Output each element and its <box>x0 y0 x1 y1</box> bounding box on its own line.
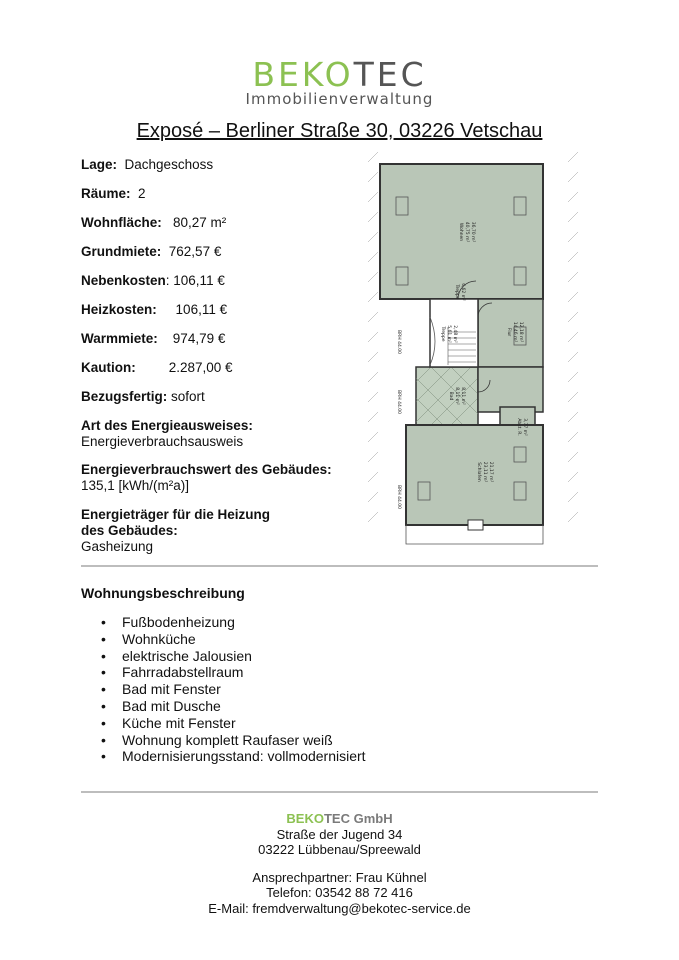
list-item: • elektrische Jalousien <box>81 648 366 665</box>
fact-value: sofort <box>171 389 205 404</box>
footer-contact-person: Ansprechpartner: Frau Kühnel <box>252 869 427 885</box>
fact-deposit <box>81 360 233 375</box>
logo-part-green: BEKO <box>252 55 354 94</box>
fact-label: Wohnfläche: <box>81 215 162 230</box>
company-name-green: BEKO <box>286 811 324 826</box>
fact-value: 106,11 € <box>175 302 228 317</box>
room-area: 8,11 m² <box>460 387 465 405</box>
room-area: 36,70 m² <box>470 221 475 243</box>
energy-label: Energieträger für die Heizung <box>81 507 271 522</box>
room-bath <box>416 367 478 425</box>
fact-label: Grundmiete: <box>81 244 162 259</box>
room-area: 12,18 m² <box>518 321 523 343</box>
fact-label: Bezugsfertig: <box>81 389 168 404</box>
room-label: Bad <box>448 391 453 401</box>
energy-value: Gasheizung <box>81 539 154 554</box>
description-title: Wohnungsbeschreibung <box>81 585 245 601</box>
fact-value: Dachgeschoss <box>124 157 214 172</box>
footer-street: Straße der Jugend 34 <box>276 826 403 842</box>
fact-total-rent <box>81 331 225 346</box>
energy-certificate-type <box>81 418 371 450</box>
logo-part-gray: TEC <box>353 55 427 94</box>
divider <box>81 791 598 793</box>
footer-phone: Telefon: 03542 88 72 416 <box>266 885 413 900</box>
footer-contact <box>0 811 679 916</box>
room-area: 23,11 m² <box>482 461 487 483</box>
list-item: • Fahrradabstellraum <box>81 664 366 681</box>
fact-value: 974,79 € <box>172 331 226 346</box>
room-area: 6,62 m² <box>460 283 465 301</box>
logo-subtitle: Immobilienverwaltung <box>245 90 434 108</box>
page-title: Exposé – Berliner Straße 30, 03226 Vetschau <box>136 120 543 142</box>
list-item: • Küche mit Fenster <box>81 715 366 732</box>
fact-label: Lage: <box>81 157 118 172</box>
room-label: Abst. R. <box>516 418 521 436</box>
room-bedroom <box>406 425 543 525</box>
energy-source <box>81 507 371 555</box>
energy-label: Art des Energieausweises: <box>81 418 253 433</box>
list-item: • Fußbodenheizung <box>81 614 366 631</box>
fact-value: 80,27 m² <box>173 215 227 230</box>
footer-email[interactable]: E-Mail: fremdverwaltung@bekotec-service.de <box>208 900 471 916</box>
fact-heating-costs <box>81 302 227 317</box>
fact-label: Kaution: <box>81 360 136 375</box>
company-name-gray: TEC GmbH <box>323 811 393 826</box>
energy-label: Energieverbrauchswert des Gebäudes: <box>81 462 332 477</box>
fact-additional-costs <box>81 273 225 288</box>
energy-value: Energieverbrauchsausweis <box>81 434 244 449</box>
room-label: Wohnen <box>458 222 463 242</box>
room-area: 40,75 m² <box>464 221 469 243</box>
room-label: Treppe <box>440 326 445 342</box>
ceiling-height-label: BRH 44.00 <box>396 390 401 414</box>
fact-value: : 106,11 € <box>165 273 225 288</box>
energy-value: 135,1 [kWh/(m²a)] <box>81 478 190 493</box>
divider <box>81 565 598 567</box>
room-area: 21,17 m² <box>488 461 493 483</box>
list-item: • Modernisierungsstand: vollmodernisiert <box>81 748 366 765</box>
room-label: Flur <box>506 327 511 337</box>
list-item: • Bad mit Fenster <box>81 681 366 698</box>
fact-location <box>81 157 213 172</box>
room-label: Schlafen <box>476 462 481 482</box>
fact-value: 2.287,00 € <box>168 360 233 375</box>
energy-consumption <box>81 462 371 494</box>
fact-label: Nebenkosten <box>81 273 166 288</box>
ceiling-height-label: BRH 44.00 <box>396 485 401 509</box>
list-item: • Wohnküche <box>81 631 366 648</box>
list-item: • Bad mit Dusche <box>81 698 366 715</box>
room-area: 3,77 m² <box>522 418 527 436</box>
fact-label: Warmmiete: <box>81 331 158 346</box>
fact-value: 762,57 € <box>168 244 222 259</box>
fact-label: Heizkosten: <box>81 302 157 317</box>
fact-base-rent <box>81 244 221 259</box>
room-area: 14,46 m² <box>512 321 517 343</box>
footer-city: 03222 Lübbenau/Spreewald <box>258 842 421 857</box>
fact-value: 2 <box>138 186 146 201</box>
room-area: 2,48 m² <box>452 325 457 343</box>
company-logo <box>0 55 679 108</box>
fact-label: Räume: <box>81 186 131 201</box>
footer-company <box>0 811 679 827</box>
fact-rooms <box>81 186 146 201</box>
fact-living-area <box>81 215 226 230</box>
fact-available <box>81 389 205 404</box>
room-area: 8,11 m² <box>454 387 459 405</box>
logo-wordmark <box>0 55 679 94</box>
feature-list <box>81 614 366 765</box>
list-item: • Wohnung komplett Raufaser weiß <box>81 732 366 749</box>
room-label: Treppe <box>454 284 459 300</box>
energy-label: des Gebäudes: <box>81 523 178 538</box>
room-area: 5,61 m² <box>446 325 451 343</box>
floor-plan <box>368 152 578 550</box>
ceiling-height-label: BRH 44.00 <box>396 330 401 354</box>
